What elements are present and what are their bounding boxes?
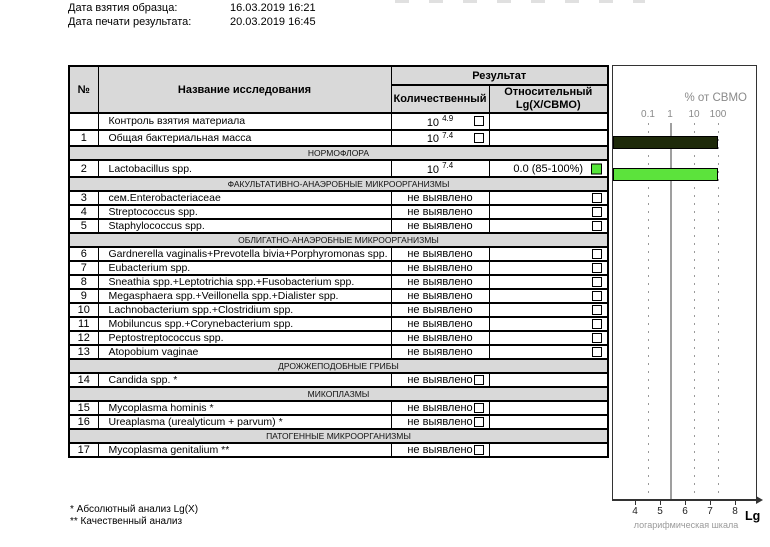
test-name: Общая бактериальная масса [98, 130, 391, 147]
row-number: 10 [69, 303, 98, 317]
quantitative-result [391, 113, 489, 130]
test-row [69, 345, 608, 359]
quantitative-result [391, 415, 489, 429]
test-name: Контроль взятия материала [98, 113, 391, 130]
top-scale-label: 0.1 [641, 109, 655, 120]
relative-result [489, 317, 608, 331]
test-row [69, 113, 608, 130]
relative-result [489, 219, 608, 233]
chart-bar-total-bacterial-mass [613, 136, 718, 149]
axis-tick-label: 4 [632, 506, 638, 517]
relative-result [489, 191, 608, 205]
section-label: ДРОЖЖЕПОДОБНЫЕ ГРИБЫ [69, 359, 608, 373]
test-name: Megasphaera spp.+Veillonella spp.+Dialister spp. [98, 289, 391, 303]
test-name: Gardnerella vaginalis+Prevotella bivia+Porphyromonas spp. [98, 247, 391, 261]
gridline-100 [718, 123, 719, 499]
power-value: 10 $^{4.9}$ [426, 114, 454, 129]
quantitative-result [391, 317, 489, 331]
relative-header-line2: Lg(X/СВМО) [515, 99, 581, 111]
print-date-row [68, 15, 316, 29]
quantitative-result [391, 130, 489, 147]
sample-date-label: Дата взятия образца: [68, 2, 178, 14]
relative-result [489, 401, 608, 415]
axis-tick [685, 501, 686, 505]
test-row [69, 303, 608, 317]
row-number: 14 [69, 373, 98, 387]
results-table-body [69, 113, 608, 457]
test-name: Sneathia spp.+Leptotrichia spp.+Fusobacterium spp. [98, 275, 391, 289]
relative-result [489, 160, 608, 177]
not-detected-text: не выявлено [407, 191, 473, 204]
not-detected-text: не выявлено [407, 219, 473, 232]
relative-result [489, 247, 608, 261]
row-number: 1 [69, 130, 98, 147]
result-checkbox [592, 291, 602, 301]
test-name: Candida spp. * [98, 373, 391, 387]
col-header-test-name: Название исследования [98, 66, 391, 113]
row-number: 6 [69, 247, 98, 261]
axis-scale-caption: логарифмическая шкала [633, 520, 739, 530]
axis-tick-label: 8 [732, 506, 738, 517]
test-name: Staphylococcus spp. [98, 219, 391, 233]
relative-result [489, 205, 608, 219]
sample-date-value: 16.03.2019 16:21 [230, 2, 316, 14]
relative-value: 0.0 (85-100%) [513, 162, 584, 175]
test-row [69, 415, 608, 429]
axis-lg-label: Lg [745, 509, 761, 523]
section-label: МИКОПЛАЗМЫ [69, 387, 608, 401]
test-row [69, 289, 608, 303]
axis-tick [635, 501, 636, 505]
quantitative-result [391, 275, 489, 289]
not-detected-text: не выявлено [407, 247, 473, 260]
relative-result [489, 113, 608, 130]
row-number: 16 [69, 415, 98, 429]
result-checkbox [474, 375, 484, 385]
axis-tick [660, 501, 661, 505]
result-checkbox [474, 417, 484, 427]
row-number: 12 [69, 331, 98, 345]
row-number: 7 [69, 261, 98, 275]
test-name: Mycoplasma hominis * [98, 401, 391, 415]
result-checkbox [474, 445, 484, 455]
not-detected-text: не выявлено [407, 303, 473, 316]
row-number: 5 [69, 219, 98, 233]
result-checkbox [474, 133, 484, 143]
test-name: Mycoplasma genitalium ** [98, 443, 391, 457]
quantitative-result [391, 443, 489, 457]
row-number: 17 [69, 443, 98, 457]
col-header-quantitative: Количественный [391, 85, 489, 113]
section-label: ОБЛИГАТНО-АНАЭРОБНЫЕ МИКРООРГАНИЗМЫ [69, 233, 608, 247]
not-detected-text: не выявлено [407, 415, 473, 428]
row-number: 8 [69, 275, 98, 289]
relative-result [489, 373, 608, 387]
row-number: 9 [69, 289, 98, 303]
not-detected-text: не выявлено [407, 345, 473, 358]
relative-result [489, 345, 608, 359]
result-checkbox [592, 347, 602, 357]
result-checkbox [592, 221, 602, 231]
clipped-text-artifact [395, 0, 645, 3]
test-name: Atopobium vaginae [98, 345, 391, 359]
test-name: Streptococcus spp. [98, 205, 391, 219]
not-detected-text: не выявлено [407, 205, 473, 218]
quantitative-result [391, 261, 489, 275]
relative-result [489, 275, 608, 289]
result-checkbox [592, 319, 602, 329]
test-row [69, 160, 608, 177]
relative-result [489, 289, 608, 303]
footnote-qualitative-analysis: ** Качественный анализ [70, 516, 183, 527]
relative-result [489, 443, 608, 457]
not-detected-text: не выявлено [407, 317, 473, 330]
relative-result [489, 331, 608, 345]
section-row [69, 359, 608, 373]
test-row [69, 219, 608, 233]
top-scale-label: 1 [667, 109, 673, 120]
test-row [69, 317, 608, 331]
quantitative-result [391, 160, 489, 177]
footnote-absolute-analysis: * Абсолютный анализ Lg(X) [70, 504, 199, 515]
quantitative-result [391, 401, 489, 415]
chart-top-scale [613, 109, 756, 121]
not-detected-text: не выявлено [407, 261, 473, 274]
row-number: 11 [69, 317, 98, 331]
test-row [69, 191, 608, 205]
row-number [69, 113, 98, 130]
chart-title: % от СВМО [684, 92, 747, 104]
quantitative-result [391, 219, 489, 233]
relative-result [489, 415, 608, 429]
test-name: Lachnobacterium spp.+Clostridium spp. [98, 303, 391, 317]
chart-bar-lactobacillus [613, 168, 718, 181]
chart-bottom-axis [612, 499, 770, 545]
test-name: Lactobacillus spp. [98, 160, 391, 177]
result-checkbox [474, 116, 484, 126]
test-row [69, 373, 608, 387]
axis-arrow-icon [756, 496, 763, 504]
test-row [69, 130, 608, 147]
result-checkbox [592, 249, 602, 259]
section-label: НОРМОФЛОРА [69, 146, 608, 160]
section-row [69, 177, 608, 191]
power-value: 10 $^{7.4}$ [426, 130, 454, 146]
relative-abundance-chart [612, 65, 757, 499]
test-row [69, 275, 608, 289]
result-checkbox [474, 403, 484, 413]
axis-tick-label: 6 [682, 506, 688, 517]
results-table-header [69, 66, 608, 113]
row-number: 3 [69, 191, 98, 205]
row-number: 2 [69, 160, 98, 177]
sample-date-row [68, 1, 316, 15]
relative-result [489, 130, 608, 147]
print-date-label: Дата печати результата: [68, 16, 192, 28]
result-checkbox [592, 277, 602, 287]
top-scale-label: 10 [688, 109, 700, 120]
result-checkbox [592, 193, 602, 203]
quantitative-result [391, 191, 489, 205]
dates-block [68, 1, 316, 29]
results-table [68, 65, 609, 458]
row-number: 4 [69, 205, 98, 219]
section-label: ПАТОГЕННЫЕ МИКРООРГАНИЗМЫ [69, 429, 608, 443]
row-number: 15 [69, 401, 98, 415]
print-date-value: 20.03.2019 16:45 [230, 16, 316, 28]
test-row [69, 443, 608, 457]
relative-header-line1: Относительный [504, 86, 593, 98]
result-checkbox [592, 263, 602, 273]
quantitative-result [391, 205, 489, 219]
quantitative-result [391, 303, 489, 317]
section-row [69, 387, 608, 401]
normal-flora-checkbox [591, 163, 602, 174]
section-row [69, 429, 608, 443]
col-header-result: Результат [391, 66, 608, 85]
test-row [69, 261, 608, 275]
test-row [69, 205, 608, 219]
result-checkbox [592, 305, 602, 315]
quantitative-result [391, 373, 489, 387]
axis-tick [710, 501, 711, 505]
axis-tick-label: 5 [657, 506, 663, 517]
power-value: 10 $^{7.4}$ [426, 161, 454, 176]
test-name: Mobiluncus spp.+Corynebacterium spp. [98, 317, 391, 331]
not-detected-text: не выявлено [407, 443, 473, 456]
section-row [69, 146, 608, 160]
quantitative-result [391, 247, 489, 261]
test-name: Ureaplasma (urealyticum + parvum) * [98, 415, 391, 429]
quantitative-result [391, 289, 489, 303]
test-name: сем.Enterobacteriaceae [98, 191, 391, 205]
not-detected-text: не выявлено [407, 289, 473, 302]
test-row [69, 247, 608, 261]
test-row [69, 401, 608, 415]
footnotes [70, 504, 198, 528]
not-detected-text: не выявлено [407, 401, 473, 414]
not-detected-text: не выявлено [407, 275, 473, 288]
quantitative-result [391, 345, 489, 359]
axis-tick-label: 7 [707, 506, 713, 517]
axis-tick [735, 501, 736, 505]
section-label: ФАКУЛЬТАТИВНО-АНАЭРОБНЫЕ МИКРООРГАНИЗМЫ [69, 177, 608, 191]
col-header-number: № [69, 66, 98, 113]
relative-result [489, 261, 608, 275]
test-name: Peptostreptococcus spp. [98, 331, 391, 345]
result-checkbox [592, 207, 602, 217]
row-number: 13 [69, 345, 98, 359]
col-header-relative [489, 85, 608, 113]
test-name: Eubacterium spp. [98, 261, 391, 275]
test-row [69, 331, 608, 345]
relative-result [489, 303, 608, 317]
result-checkbox [592, 333, 602, 343]
section-row [69, 233, 608, 247]
not-detected-text: не выявлено [407, 373, 473, 386]
not-detected-text: не выявлено [407, 331, 473, 344]
top-scale-label: 100 [709, 109, 727, 120]
quantitative-result [391, 331, 489, 345]
